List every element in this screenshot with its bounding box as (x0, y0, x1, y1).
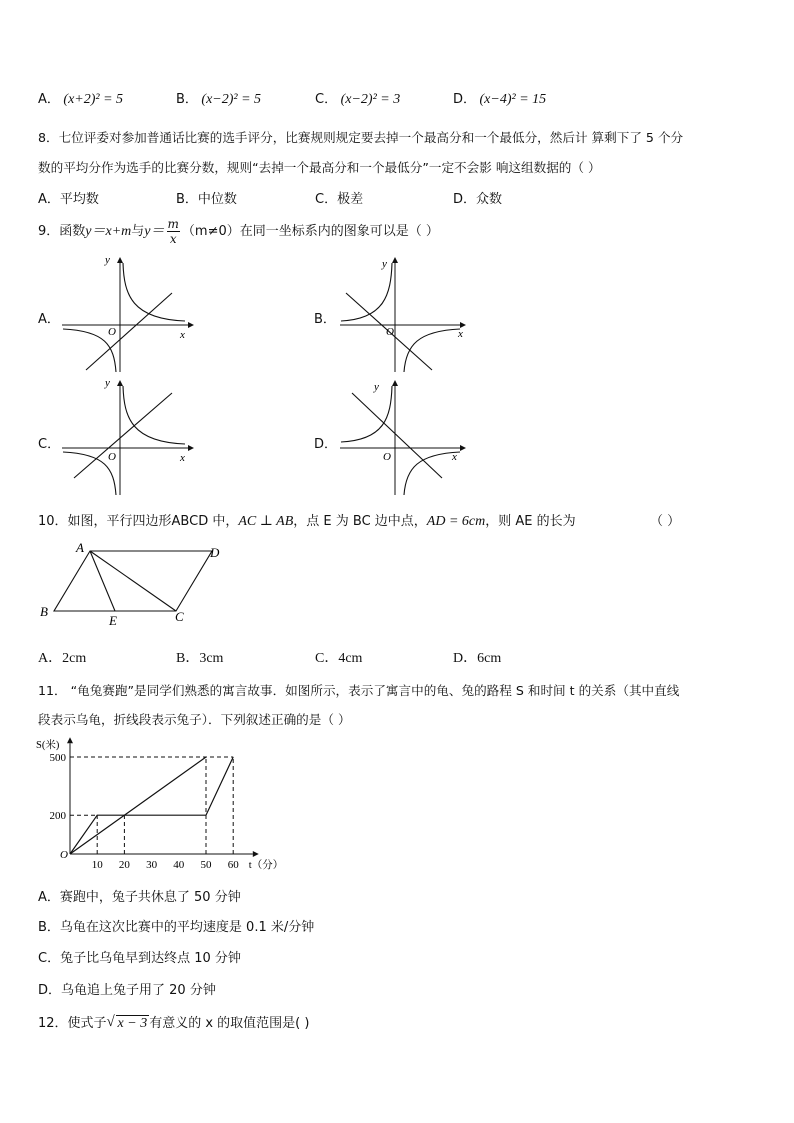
q12-square-root (107, 1016, 150, 1032)
q12-question (38, 1012, 309, 1032)
hyperbola-branch-1 (341, 386, 392, 442)
q9-question (38, 218, 439, 245)
q10-condition-perpendicular: AC ⊥ AB (238, 514, 294, 529)
q9-option-a-label: A． (38, 312, 60, 327)
q7-option-d-letter: D． (453, 92, 477, 107)
q9-graph-b (338, 255, 473, 375)
x-axis-arrow-icon (460, 445, 466, 451)
q11-option-d: D．乌龟追上兔子用了 20 分钟 (38, 983, 216, 998)
y-label: y (374, 381, 379, 393)
q10-mid: ，点 E 为 BC 边中点， (293, 514, 427, 529)
q9-fraction-numerator: m (167, 217, 179, 231)
origin-label: O (386, 326, 394, 338)
y-axis-arrow-icon (392, 380, 398, 386)
hyperbola-branch-1 (123, 263, 185, 321)
x-tick-label: 40 (173, 859, 185, 871)
y-tick-label: 200 (49, 810, 66, 823)
q7-option-a (38, 88, 123, 108)
point-d-label: D (210, 545, 220, 560)
x-tick-label: 20 (118, 859, 130, 871)
q10-option-d: D．6cm (453, 651, 502, 666)
y-tick-label: 500 (49, 752, 66, 764)
x-axis-arrow-icon (253, 851, 259, 857)
line-graph (86, 293, 172, 370)
q7-option-c-letter: C． (315, 92, 338, 107)
q7-option-b-letter: B． (176, 92, 198, 107)
x-axis-arrow-icon (188, 445, 194, 451)
q10-option-a: A．2cm (38, 651, 87, 666)
rabbit-polyline (70, 757, 233, 854)
q7-option-d (453, 88, 546, 108)
q10-condition-length: AD = 6cm (426, 514, 486, 529)
origin-label: O (108, 326, 116, 338)
q9-option-b-label: B． (314, 312, 336, 327)
q10-answer-paren: （ ） (650, 514, 681, 529)
q10-question (38, 510, 576, 530)
q9-graph-d (338, 378, 473, 498)
q9-function-y: y＝ (144, 224, 165, 239)
hyperbola-branch-1 (123, 386, 185, 444)
q9-prefix: 9．函数 (38, 224, 86, 239)
y-axis-arrow-icon (117, 257, 123, 263)
point-c-label: C (175, 609, 184, 624)
y-axis-arrow-icon (117, 380, 123, 386)
x-axis-label: t（分） (248, 860, 284, 871)
x-tick-label: 50 (200, 859, 212, 871)
origin-label: O (383, 451, 391, 463)
y-label: y (105, 377, 110, 389)
point-b-label: B (40, 604, 48, 619)
q8-text-line2: 数的平均分作为选手的比赛分数，规则“去掉一个最高分和一个最低分”一定不会影 响这组数据的（ ） (38, 160, 601, 175)
q11-text-line1: 11． “龟兔赛跑”是同学们熟悉的寓言故事．如图所示，表示了寓言中的龟、兔的路程 S 和时间 t 的关系（其中直线 (38, 683, 680, 698)
q9-function-linear: y＝x+m (85, 224, 132, 239)
q9-graph-c (60, 378, 195, 498)
x-tick-label: 30 (146, 859, 158, 871)
x-label: x (180, 452, 185, 464)
q11-option-a: A．赛跑中，兔子共休息了 50 分钟 (38, 890, 241, 905)
q9-fraction-denominator: x (169, 232, 177, 246)
y-label: y (105, 254, 110, 266)
y-axis-label: S(米) (36, 740, 60, 751)
q7-option-b-expr: (x−2)² = 5 (201, 92, 262, 107)
tortoise-line (70, 757, 206, 854)
q8-option-b: B．中位数 (176, 192, 237, 207)
q9-option-d-label: D． (314, 437, 338, 452)
q9-option-c-label: C． (38, 437, 61, 452)
point-a-label: A (76, 540, 84, 555)
q9-mid: 与 (131, 224, 145, 239)
line-graph (74, 393, 172, 478)
q10-option-b: B．3cm (176, 651, 224, 666)
q9-suffix: 在同一坐标系内的图象可以是（ ） (239, 224, 439, 239)
x-tick-label: 10 (91, 859, 103, 871)
q8-option-d: D．众数 (453, 192, 503, 207)
q11-option-c: C．兔子比乌龟早到达终点 10 分钟 (38, 951, 241, 966)
hyperbola-branch-1 (341, 263, 392, 321)
y-axis-arrow-icon (67, 737, 73, 743)
q10-option-c: C．4cm (315, 651, 363, 666)
q12-prefix: 12．使式子 (38, 1016, 107, 1031)
x-axis-arrow-icon (188, 322, 194, 328)
x-tick-label: 60 (227, 859, 239, 871)
q10-prefix: 10．如图，平行四边形ABCD 中， (38, 514, 239, 529)
q9-graph-a (60, 255, 195, 375)
y-label: y (382, 258, 387, 270)
q7-option-a-expr: (x+2)² = 5 (63, 92, 124, 107)
q10-suffix: ，则 AE 的长为 (485, 514, 576, 529)
q9-condition: （m≠0） (181, 224, 240, 239)
q7-option-b (176, 88, 261, 108)
q9-fraction (167, 218, 180, 245)
q8-text-line1: 8．七位评委对参加普通话比赛的选手评分，比赛规则规定要去掉一个最高分和一个最低分，然后计 算剩下了 5 个分 (38, 130, 684, 145)
q11-race-chart (36, 736, 284, 872)
q7-option-c-expr: (x−2)² = 3 (340, 92, 401, 107)
point-e-label: E (109, 613, 117, 628)
q12-radicand: x − 3 (117, 1016, 148, 1031)
y-axis-arrow-icon (392, 257, 398, 263)
q7-option-c (315, 88, 400, 108)
x-label: x (458, 328, 463, 340)
line-graph (352, 393, 442, 478)
q7-option-a-letter: A． (38, 92, 60, 107)
q8-option-c: C．极差 (315, 192, 364, 207)
origin-label: O (108, 451, 116, 463)
x-label: x (452, 451, 457, 463)
radical-icon: √ (106, 1014, 115, 1030)
q12-suffix: 有意义的 x 的取值范围是( ) (149, 1016, 310, 1031)
hyperbola-branch-2 (404, 329, 460, 372)
q7-option-d-expr: (x−4)² = 15 (479, 92, 547, 107)
origin-label: O (60, 849, 68, 861)
q11-text-line2: 段表示乌龟，折线段表示兔子）．下列叙述正确的是（ ） (38, 712, 351, 727)
x-label: x (180, 329, 185, 341)
q10-parallelogram-figure (36, 538, 236, 630)
q11-option-b: B．乌龟在这次比赛中的平均速度是 0.1 米/分钟 (38, 920, 315, 935)
q8-option-a: A．平均数 (38, 192, 99, 207)
